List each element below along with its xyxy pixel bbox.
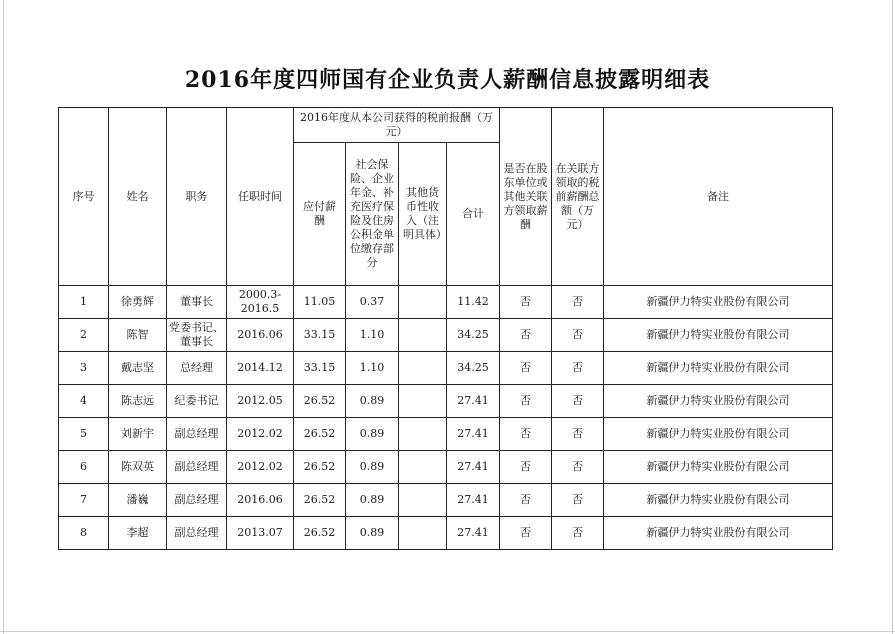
cell-other: [399, 517, 447, 550]
cell-shareholder: 否: [500, 451, 552, 484]
cell-payable: 26.52: [294, 451, 346, 484]
cell-tenure: 2012.02: [227, 451, 294, 484]
cell-shareholder: 否: [500, 286, 552, 319]
cell-position: 董事长: [167, 286, 227, 319]
header-other-income: 其他货币性收入（注明具体）: [399, 143, 447, 286]
cell-shareholder: 否: [500, 352, 552, 385]
cell-tenure: 2013.07: [227, 517, 294, 550]
cell-shareholder: 否: [500, 484, 552, 517]
page-edge-bottom: [0, 631, 895, 632]
cell-position: 副总经理: [167, 517, 227, 550]
header-payable: 应付薪酬: [294, 143, 346, 286]
header-remark: 备注: [604, 108, 833, 286]
cell-payable: 33.15: [294, 352, 346, 385]
cell-shareholder: 否: [500, 418, 552, 451]
cell-total: 27.41: [447, 484, 500, 517]
cell-seq: 6: [59, 451, 109, 484]
table-row: [59, 352, 833, 385]
page-edge-left: [3, 0, 4, 634]
cell-related: 否: [552, 418, 604, 451]
table-row: [59, 385, 833, 418]
cell-total: 27.41: [447, 418, 500, 451]
cell-tenure: 2012.02: [227, 418, 294, 451]
cell-other: [399, 484, 447, 517]
cell-other: [399, 418, 447, 451]
cell-position: 党委书记、董事长: [167, 319, 227, 352]
table-row: [59, 418, 833, 451]
cell-related: 否: [552, 319, 604, 352]
cell-seq: 1: [59, 286, 109, 319]
cell-related: 否: [552, 484, 604, 517]
cell-tenure: 2000.3-2016.5: [227, 286, 294, 319]
cell-social: 0.89: [346, 451, 399, 484]
header-name: 姓名: [109, 108, 167, 286]
cell-total: 11.42: [447, 286, 500, 319]
cell-tenure: 2016.06: [227, 484, 294, 517]
cell-total: 27.41: [447, 517, 500, 550]
cell-social: 1.10: [346, 319, 399, 352]
cell-tenure: 2012.05: [227, 385, 294, 418]
cell-related: 否: [552, 286, 604, 319]
cell-payable: 11.05: [294, 286, 346, 319]
cell-shareholder: 否: [500, 385, 552, 418]
cell-social: 0.89: [346, 517, 399, 550]
cell-remark: 新疆伊力特实业股份有限公司: [604, 352, 833, 385]
cell-other: [399, 352, 447, 385]
cell-total: 27.41: [447, 451, 500, 484]
table-row: [59, 286, 833, 319]
cell-social: 0.89: [346, 484, 399, 517]
cell-other: [399, 319, 447, 352]
cell-remark: 新疆伊力特实业股份有限公司: [604, 385, 833, 418]
cell-other: [399, 286, 447, 319]
cell-seq: 3: [59, 352, 109, 385]
cell-remark: 新疆伊力特实业股份有限公司: [604, 319, 833, 352]
table-row: [59, 451, 833, 484]
table-row: [59, 517, 833, 550]
header-seq: 序号: [59, 108, 109, 286]
cell-payable: 26.52: [294, 385, 346, 418]
header-related-pay: 在关联方领取的税前薪酬总额（万元）: [552, 108, 604, 286]
header-tenure: 任职时间: [227, 108, 294, 286]
cell-related: 否: [552, 385, 604, 418]
cell-position: 副总经理: [167, 451, 227, 484]
cell-total: 34.25: [447, 319, 500, 352]
header-social-insurance: 社会保险、企业年金、补充医疗保险及住房公积金单位缴存部分: [346, 143, 399, 286]
header-pretax-group: 2016年度从本公司获得的税前报酬（万元）: [294, 108, 500, 143]
cell-social: 0.37: [346, 286, 399, 319]
cell-position: 总经理: [167, 352, 227, 385]
cell-name: 陈志远: [109, 385, 167, 418]
cell-seq: 5: [59, 418, 109, 451]
cell-position: 副总经理: [167, 418, 227, 451]
cell-payable: 26.52: [294, 484, 346, 517]
table-row: [59, 484, 833, 517]
cell-tenure: 2014.12: [227, 352, 294, 385]
cell-other: [399, 451, 447, 484]
cell-name: 徐勇辉: [109, 286, 167, 319]
cell-payable: 26.52: [294, 418, 346, 451]
cell-social: 0.89: [346, 418, 399, 451]
cell-name: 李超: [109, 517, 167, 550]
header-position: 职务: [167, 108, 227, 286]
cell-seq: 2: [59, 319, 109, 352]
cell-name: 刘新宇: [109, 418, 167, 451]
cell-remark: 新疆伊力特实业股份有限公司: [604, 517, 833, 550]
cell-remark: 新疆伊力特实业股份有限公司: [604, 484, 833, 517]
cell-position: 纪委书记: [167, 385, 227, 418]
cell-seq: 7: [59, 484, 109, 517]
cell-name: 陈智: [109, 319, 167, 352]
header-shareholder-pay: 是否在股东单位或其他关联方领取薪酬: [500, 108, 552, 286]
cell-seq: 8: [59, 517, 109, 550]
cell-shareholder: 否: [500, 517, 552, 550]
cell-payable: 33.15: [294, 319, 346, 352]
cell-total: 27.41: [447, 385, 500, 418]
cell-shareholder: 否: [500, 319, 552, 352]
cell-remark: 新疆伊力特实业股份有限公司: [604, 286, 833, 319]
document-title: 2016年度四师国有企业负责人薪酬信息披露明细表: [184, 67, 711, 93]
cell-social: 0.89: [346, 385, 399, 418]
cell-position: 副总经理: [167, 484, 227, 517]
cell-total: 34.25: [447, 352, 500, 385]
cell-remark: 新疆伊力特实业股份有限公司: [604, 418, 833, 451]
cell-name: 潘巍: [109, 484, 167, 517]
cell-payable: 26.52: [294, 517, 346, 550]
table-row: [59, 319, 833, 352]
cell-tenure: 2016.06: [227, 319, 294, 352]
cell-name: 戴志坚: [109, 352, 167, 385]
header-total: 合计: [447, 143, 500, 286]
cell-related: 否: [552, 451, 604, 484]
page-edge-right: [892, 0, 893, 634]
cell-remark: 新疆伊力特实业股份有限公司: [604, 451, 833, 484]
cell-related: 否: [552, 517, 604, 550]
cell-seq: 4: [59, 385, 109, 418]
cell-name: 陈双英: [109, 451, 167, 484]
cell-related: 否: [552, 352, 604, 385]
cell-other: [399, 385, 447, 418]
salary-disclosure-table: [58, 107, 833, 550]
cell-social: 1.10: [346, 352, 399, 385]
